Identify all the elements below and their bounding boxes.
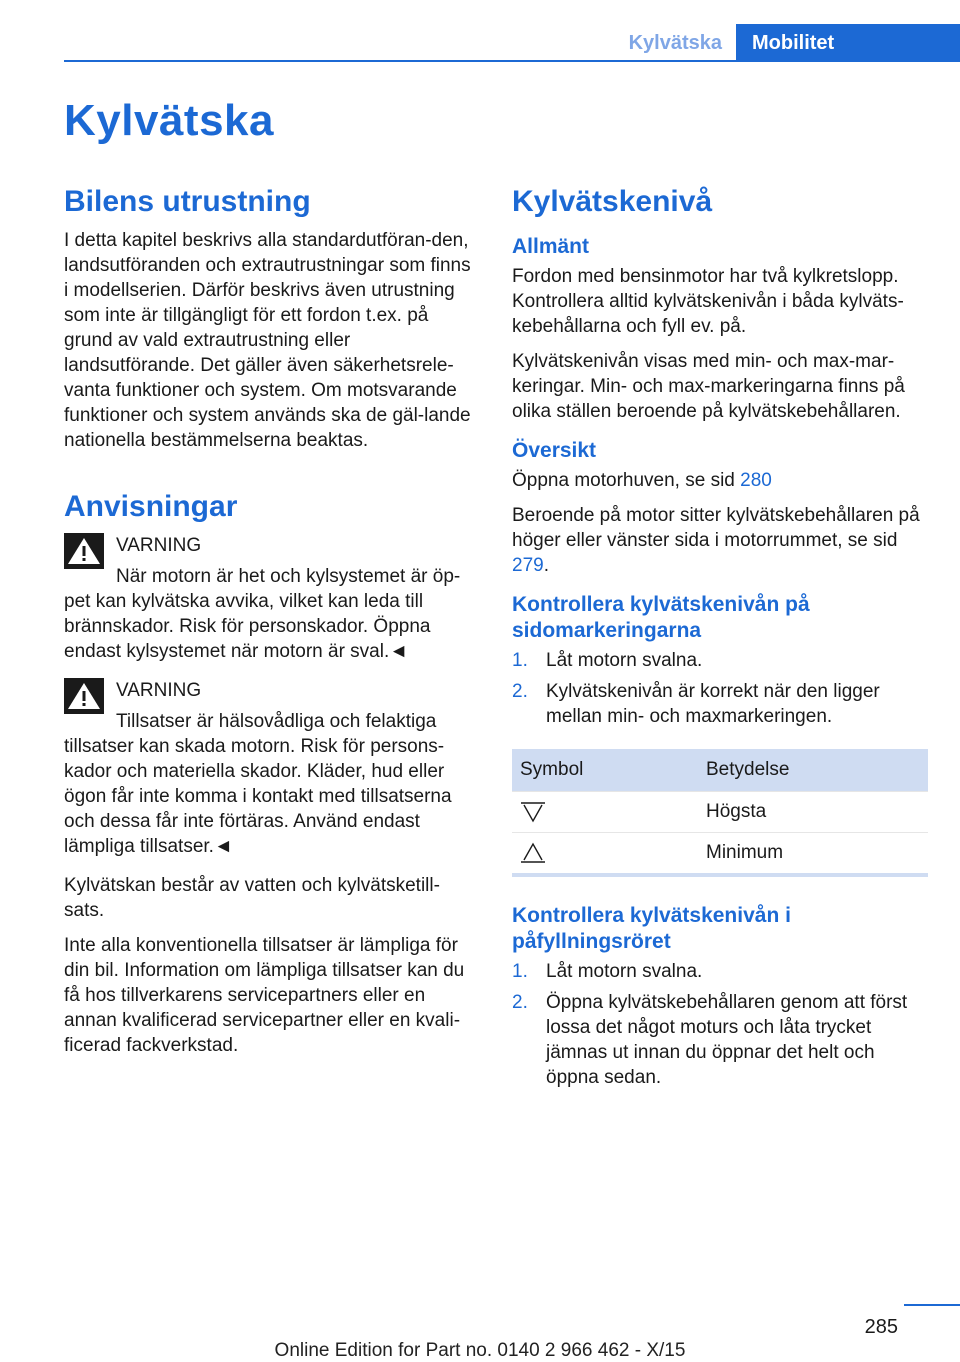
table-row: [512, 833, 928, 876]
table-row: [512, 792, 928, 833]
footer-rule: [904, 1304, 960, 1306]
max-marker-icon: [520, 801, 546, 823]
heading-coolant-level: Kylvätskenivå: [512, 185, 713, 218]
edition-footer: Online Edition for Part no. 0140 2 966 462 - X/15: [274, 1340, 686, 1361]
header-rule: [64, 60, 960, 62]
paragraph-additives: Inte alla konventionella tillsatser är lämpliga för din bil. Information om lämpliga tillsatser kan du få hos tillverkarens servicepartners eller en annan kvalificerad servicepartner eller en kvali-ficerad fackverkstad.: [64, 935, 465, 1056]
column-header-meaning: Betydelse: [698, 749, 928, 792]
page-link-279[interactable]: 279: [512, 555, 544, 576]
warning-block-1: [64, 533, 480, 664]
min-marker-icon: [520, 842, 546, 864]
symbol-table: [512, 749, 928, 877]
meaning-cell: Högsta: [698, 792, 928, 833]
page-link-280[interactable]: 280: [740, 470, 772, 491]
warning-title: VARNING: [116, 680, 202, 701]
warning-block-2: [64, 678, 480, 859]
heading-equipment: Bilens utrustning: [64, 185, 311, 218]
heading-general: Allmänt: [512, 235, 590, 258]
warning-title: VARNING: [116, 535, 202, 556]
right-column: [512, 180, 928, 1100]
list-item: 1. Låt motorn svalna.: [512, 961, 703, 983]
heading-overview: Översikt: [512, 439, 597, 462]
page-number: 285: [864, 1316, 898, 1338]
header-section-tab[interactable]: Kylvätska: [628, 32, 722, 54]
table-header-row: [512, 749, 928, 792]
side-marks-steps: [512, 648, 928, 729]
list-item: 2. Kylvätskenivån är korrekt när den ligger mellan min- och maxmarkeringen.: [512, 681, 880, 727]
paragraph-equipment: I detta kapitel beskrivs alla standardutföran-den, landsutföranden och extrautrustningar som finns i modellserien. Därför beskrivs även utrustning som inte är tillgängligt för ett fordon t.ex. på grund av vald extrautrustning eller landsutförande. Det gäller även säkerhetsrele-vanta funktioner och system. Om motsvarande funktioner och system används ska de gäl-lande nationella bestämmelserna beaktas.: [64, 230, 471, 451]
column-header-symbol: Symbol: [512, 749, 698, 792]
paragraph-composition: Kylvätskan består av vatten och kylvätsketill-sats.: [64, 875, 440, 921]
paragraph-general-1: Fordon med bensinmotor har två kylkretslopp. Kontrollera alltid kylvätskenivån i båda kylväts-kebehållarna och fyll ev. på.: [512, 266, 904, 337]
paragraph-overview-2: Beroende på motor sitter kylvätskebehållaren på höger eller vänster sida i motorrummet, se sid 279.: [512, 505, 920, 576]
heading-filler-neck: Kontrollera kylvätskenivån i påfyllningsröret: [512, 904, 791, 954]
list-item: 2. Öppna kylvätskebehållaren genom att först lossa det något moturs och låta trycket jämnas ut innan du öppnar det helt och öppna sedan.: [512, 992, 908, 1089]
warning-icon: [64, 678, 104, 714]
page-title: Kylvätska: [64, 96, 274, 145]
list-item: 1. Låt motorn svalna.: [512, 650, 703, 671]
paragraph-overview-1: Öppna motorhuven, se sid 280: [512, 470, 772, 491]
warning-text: När motorn är het och kylsystemet är öp-pet kan kylvätska avvika, vilket kan leda till brännskador. Risk för personskador. Öppna endast kylsystemet när motorn är sval.◄: [64, 566, 461, 662]
warning-icon: [64, 533, 104, 569]
paragraph-general-2: Kylvätskenivån visas med min- och max-mar-keringar. Min- och max-markeringarna finns på olika ställen beroende på kylvätskebehållaren.: [512, 351, 905, 422]
meaning-cell: Minimum: [698, 833, 928, 876]
heading-instructions: Anvisningar: [64, 490, 238, 523]
heading-side-markings: Kontrollera kylvätskenivån på sidomarkeringarna: [512, 593, 810, 642]
warning-text: Tillsatser är hälsovådliga och felaktiga tillsatser kan skada motorn. Risk för persons-kador och materiella skador. Kläder, hud eller ögon får inte komma i kontakt med tillsatserna och dessa får inte förtäras. Använd endast lämpliga tillsatser.◄: [64, 711, 452, 857]
filler-steps: [512, 959, 928, 1090]
header-chapter-tab[interactable]: Mobilitet: [736, 24, 960, 62]
left-column: [64, 180, 480, 1068]
